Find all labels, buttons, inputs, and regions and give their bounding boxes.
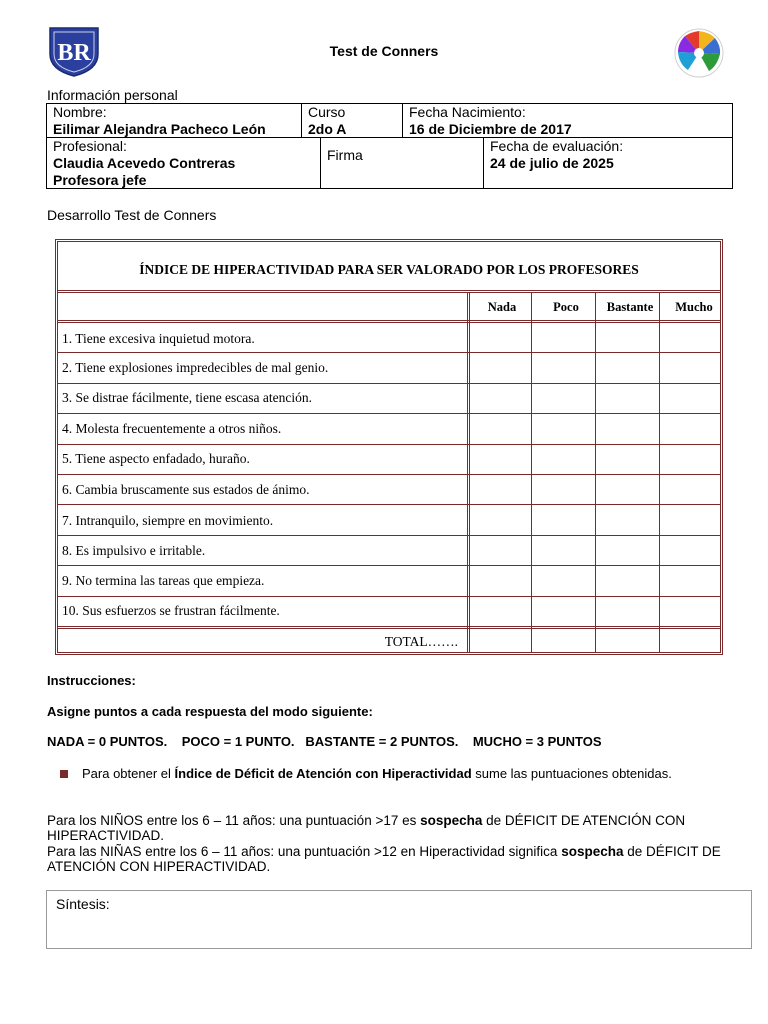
answer-cell-6-poco[interactable] [533,475,595,503]
item-row-9: 9. No termina las tareas que empieza. [62,573,265,588]
column-header-bastante: Bastante [606,300,654,314]
column-separator-line [659,292,660,652]
document-title: Test de Conners [329,43,439,59]
conners-table-title: ÍNDICE DE HIPERACTIVIDAD PARA SER VALORADO POR LOS PROFESORES [139,262,639,277]
answer-cell-6-nada[interactable] [469,475,531,503]
answer-cell-7-mucho[interactable] [661,505,720,533]
answer-cell-5-bastante[interactable] [597,445,659,473]
total-cell-nada[interactable] [469,630,531,650]
profesional-role: Profesora jefe [53,172,147,188]
answer-cell-2-bastante[interactable] [597,353,659,381]
profesional-cell [47,138,320,189]
ninas-criteria [47,844,737,874]
item-row-3: 3. Se distrae fácilmente, tiene escasa atención. [62,390,313,405]
item-row-1: 1. Tiene excesiva inquietud motora. [62,331,255,346]
item-row-6: 6. Cambia bruscamente sus estados de ánimo. [62,482,310,497]
ninos-text-pre: Para los NIÑOS entre los 6 – 11 años: una puntuación >17 es [47,813,421,828]
answer-cell-4-poco[interactable] [533,414,595,442]
answer-cell-8-poco[interactable] [533,536,595,564]
nombre-value: Eilimar Alejandra Pacheco León [53,121,266,137]
fecha-nacimiento-cell [403,104,733,138]
fecha-evaluacion-value: 24 de julio de 2025 [490,155,614,171]
answer-cell-1-nada[interactable] [469,323,531,351]
answer-cell-2-poco[interactable] [533,353,595,381]
answer-cell-1-poco[interactable] [533,323,595,351]
column-header-poco: Poco [553,300,579,314]
personal-info-heading: Información personal [47,87,178,103]
instructions-scale: NADA = 0 PUNTOS. POCO = 1 PUNTO. BASTANTE = 2 PUNTOS. MUCHO = 3 PUNTOS [47,734,602,749]
answer-cell-2-mucho[interactable] [661,353,720,381]
item-row-8: 8. Es impulsivo e irritable. [62,543,206,558]
item-row-10: 10. Sus esfuerzos se frustran fácilmente. [62,603,280,618]
firma-label: Firma [327,147,363,163]
conners-table [55,239,723,655]
answer-cell-9-mucho[interactable] [661,566,720,594]
answer-cell-5-mucho[interactable] [661,445,720,473]
profesional-name: Claudia Acevedo Contreras [53,155,236,171]
total-cell-mucho[interactable] [661,630,720,650]
answer-cell-3-nada[interactable] [469,384,531,412]
answer-cell-8-mucho[interactable] [661,536,720,564]
firma-cell [321,147,483,164]
total-label: TOTAL……. [384,634,458,649]
item-row-5: 5. Tiene aspecto enfadado, huraño. [62,451,250,466]
instructions-heading: Instrucciones: [47,673,136,688]
title-separator-line [58,290,720,293]
nombre-label: Nombre: [53,104,107,120]
answer-cell-1-bastante[interactable] [597,323,659,351]
answer-cell-5-nada[interactable] [469,445,531,473]
answer-cell-4-mucho[interactable] [661,414,720,442]
ninos-text-bold: sospecha [420,813,483,828]
column-header-nada: Nada [487,300,517,314]
development-heading: Desarrollo Test de Conners [47,207,217,223]
sintesis-label: Síntesis: [56,896,110,912]
answer-cell-8-nada[interactable] [469,536,531,564]
answer-cell-9-nada[interactable] [469,566,531,594]
fecha-evaluacion-label: Fecha de evaluación: [490,138,624,154]
bullet-square-icon [60,770,68,778]
answer-cell-4-bastante[interactable] [597,414,659,442]
bullet-instruction [82,766,682,782]
answer-cell-9-bastante[interactable] [597,566,659,594]
profesional-label: Profesional: [53,138,127,154]
fecha-nacimiento-value: 16 de Diciembre de 2017 [409,121,572,137]
answer-cell-3-poco[interactable] [533,384,595,412]
answer-cell-7-poco[interactable] [533,505,595,533]
program-logo [671,26,727,80]
ninas-text-bold: sospecha [561,844,624,859]
answer-cell-5-poco[interactable] [533,445,595,473]
answer-cell-3-mucho[interactable] [661,384,720,412]
logo-left-text: BR [57,40,91,66]
item-row-7: 7. Intranquilo, siempre en movimiento. [62,513,274,528]
instructions-assign: Asigne puntos a cada respuesta del modo siguiente: [47,704,373,719]
answer-cell-10-poco[interactable] [533,597,595,625]
answer-cell-9-poco[interactable] [533,566,595,594]
answer-cell-3-bastante[interactable] [597,384,659,412]
column-header-mucho: Mucho [675,300,713,314]
answer-cell-7-nada[interactable] [469,505,531,533]
column-separator-line [595,292,596,652]
answer-cell-8-bastante[interactable] [597,536,659,564]
ninas-text-post: de DÉFICIT DE ATENCIÓN CON HIPERACTIVIDAD. [47,844,721,874]
answer-cell-10-mucho[interactable] [661,597,720,625]
curso-cell [302,104,402,138]
nombre-cell [47,104,301,138]
answer-cell-1-mucho[interactable] [661,323,720,351]
answer-cell-4-nada[interactable] [469,414,531,442]
sintesis-box[interactable] [46,890,752,949]
ninos-criteria [47,813,737,843]
answer-cell-6-bastante[interactable] [597,475,659,503]
item-row-4: 4. Molesta frecuentemente a otros niños. [62,421,282,436]
item-row-2: 2. Tiene explosiones impredecibles de mal genio. [62,360,329,375]
bullet-text-pre: Para obtener el [82,766,175,781]
answer-cell-10-bastante[interactable] [597,597,659,625]
answer-cell-6-mucho[interactable] [661,475,720,503]
ninos-text-post: de DÉFICIT DE ATENCIÓN CON HIPERACTIVIDAD. [47,813,686,843]
curso-value: 2do A [308,121,347,137]
bullet-text-post: sume las puntuaciones obtenidas. [471,766,672,781]
fecha-evaluacion-cell [484,138,732,172]
ninas-text-pre: Para las NIÑAS entre los 6 – 11 años: una puntuación >12 en Hiperactividad significa [47,844,562,859]
total-cell-poco[interactable] [533,630,595,650]
personal-info-table [46,103,733,189]
answer-cell-2-nada[interactable] [469,353,531,381]
total-cell-bastante[interactable] [597,630,659,650]
column-separator-line [531,292,532,652]
curso-label: Curso [308,104,346,120]
total-separator-line [58,626,720,629]
answer-cell-10-nada[interactable] [469,597,531,625]
bullet-text-bold: Índice de Déficit de Atención con Hiperactividad [174,766,472,781]
answer-cell-7-bastante[interactable] [597,505,659,533]
fecha-nacimiento-label: Fecha Nacimiento: [409,104,526,120]
